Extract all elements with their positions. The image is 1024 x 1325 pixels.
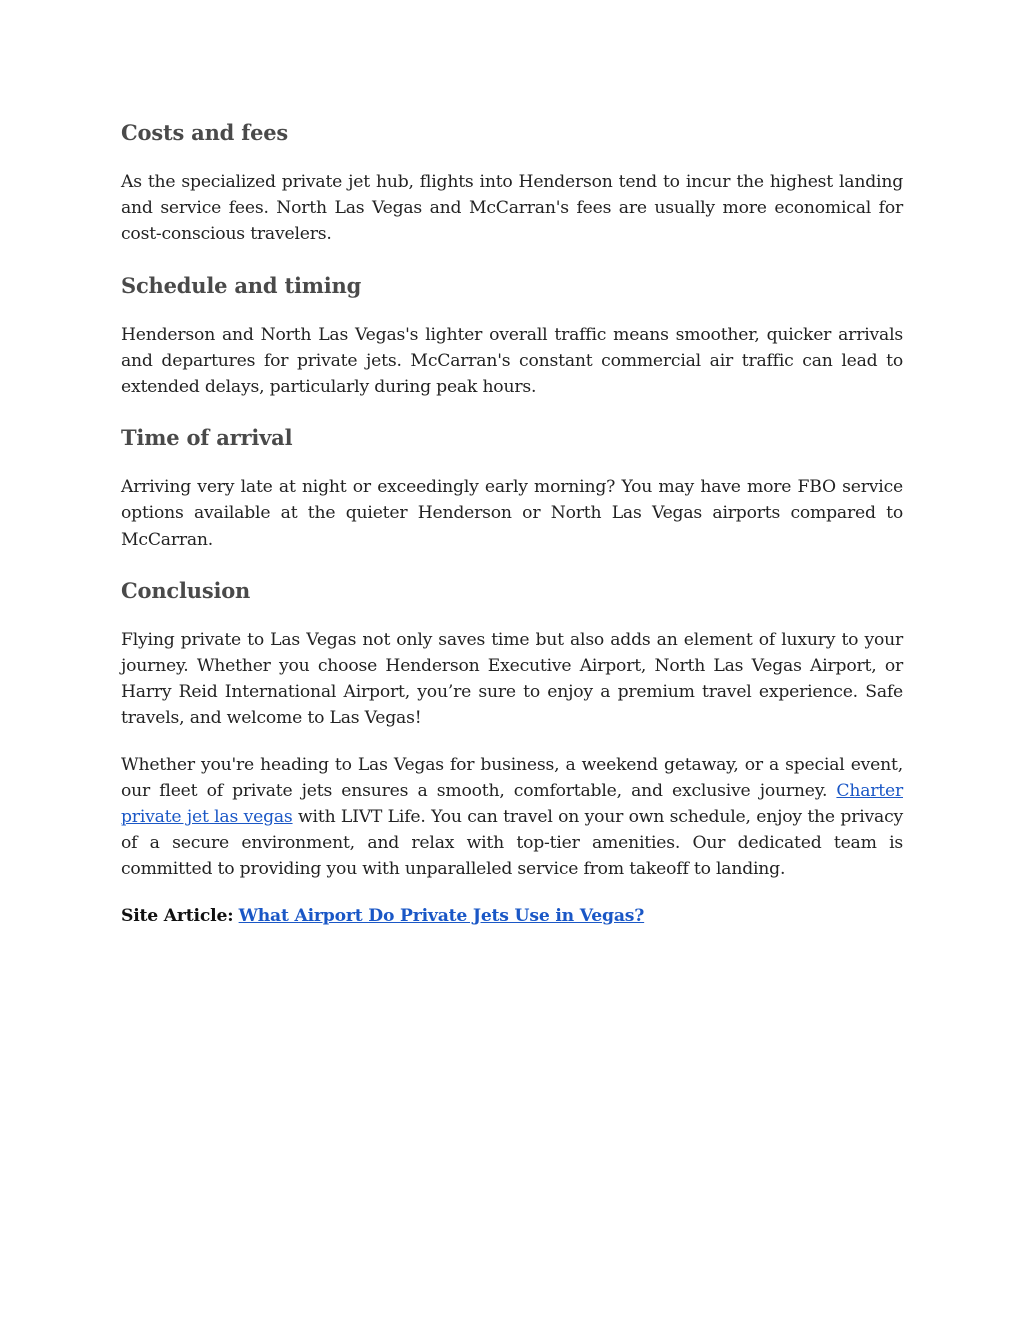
paragraph-arrival: Arriving very late at night or exceedingly early morning? You may have more FBO service options available at the quieter Henderson or North Las Vegas airports compared to McCarran. (121, 477, 903, 550)
charter-text-pre: Whether you're heading to Las Vegas for business, a weekend getaway, or a special event, our fleet of private jets ensures a smooth, comfortable, and exclusive journey. (121, 754, 903, 801)
paragraph-schedule: Henderson and North Las Vegas's lighter overall traffic means smoother, quicker arrivals and departures for private jets. McCarran's constant commercial air traffic can lead to extended delays, particularly during peak hours. (121, 324, 903, 398)
heading-conclusion: Conclusion (121, 577, 251, 603)
heading-costs-and-fees: Costs and fees (121, 120, 289, 145)
charter-text-post: with LIVT Life. You can travel on your own schedule, enjoy the privacy of a secure environment, and relax with top-tier amenities. Our dedicated team is committed to providing you with unparalleled service from takeoff to landing. (121, 807, 903, 880)
site-article-link[interactable]: What Airport Do Private Jets Use in Vegas? (238, 905, 645, 926)
charter-private-jet-link[interactable]: Charter private jet las vegas (121, 780, 903, 828)
heading-time-of-arrival: Time of arrival (121, 425, 293, 451)
site-article-label: Site Article: (121, 905, 234, 926)
paragraph-costs: As the specialized private jet hub, flights into Henderson tend to incur the highest landing and service fees. North Las Vegas and McCarran's fees are usually more economical for cost-conscious travelers. (121, 172, 903, 245)
heading-schedule-and-timing: Schedule and timing (121, 272, 362, 298)
site-article-line (121, 903, 903, 929)
paragraph-conclusion: Flying private to Las Vegas not only saves time but also adds an element of luxury to your journey. Whether you choose Henderson Executive Airport, North Las Vegas Airport, or Harry Reid International Airport, you’re sure to enjoy a premium travel experience. Safe travels, and welcome to Las Vegas! (121, 629, 903, 729)
paragraph-charter (121, 752, 903, 883)
document-page (121, 0, 903, 929)
